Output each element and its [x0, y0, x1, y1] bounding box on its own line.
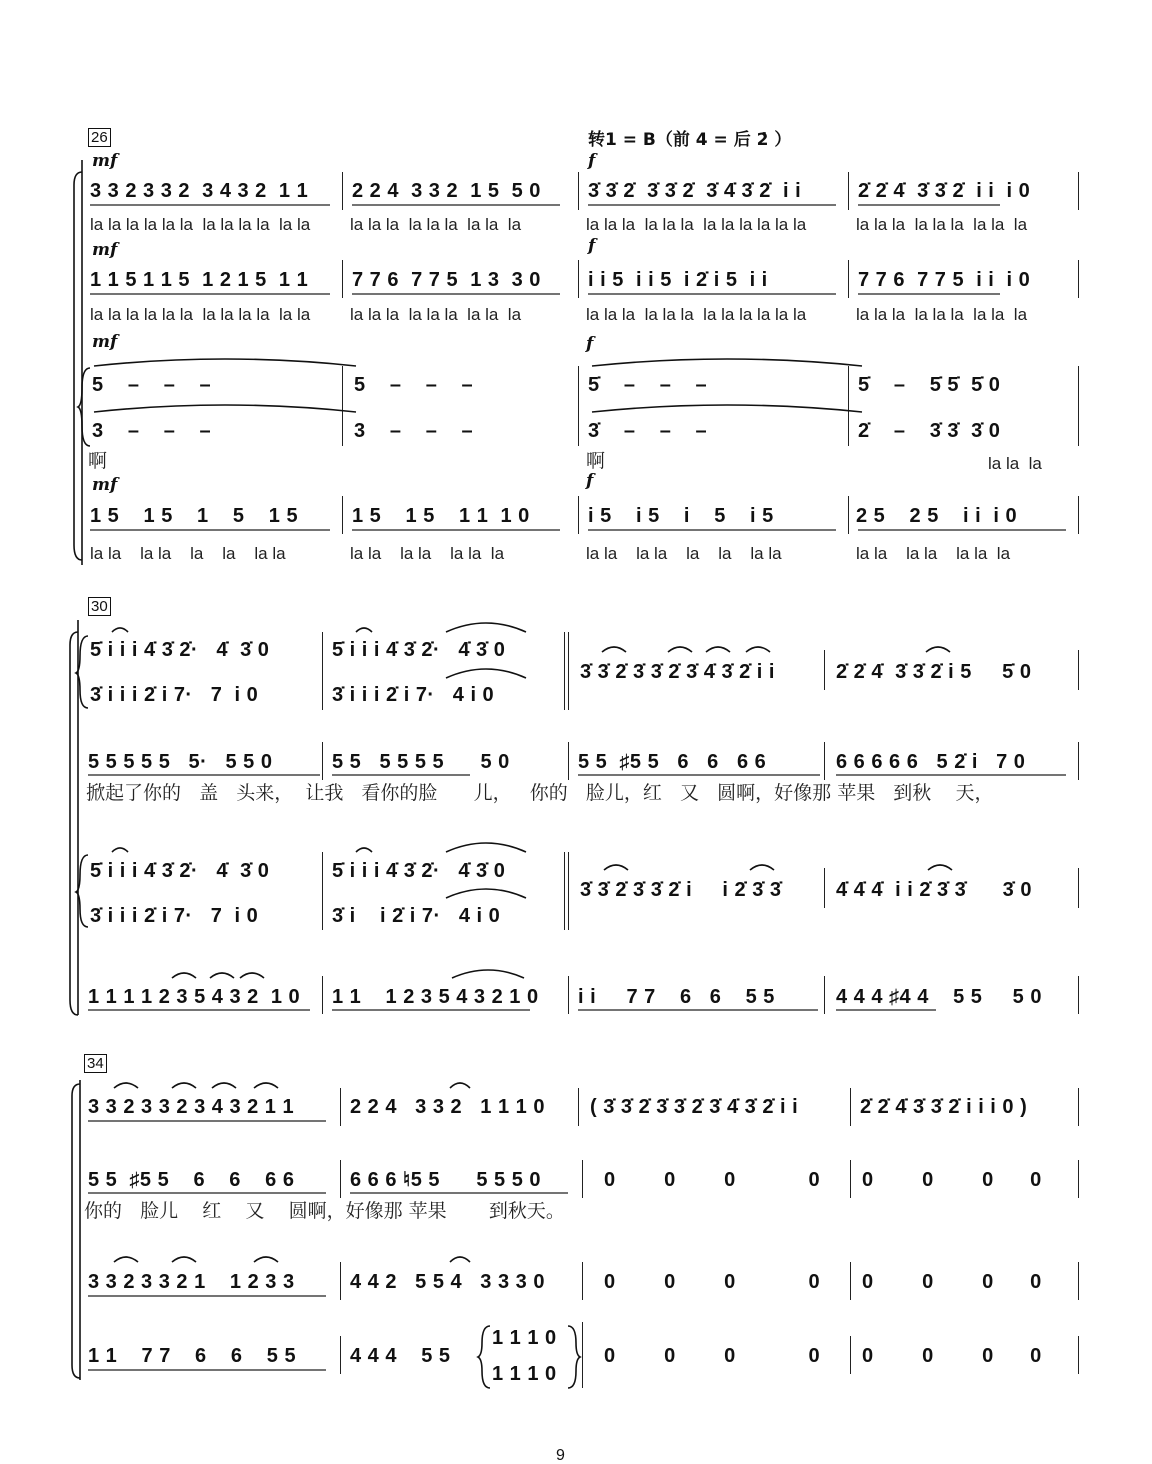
rests-measure: 0 0 0 0 — [862, 1345, 1042, 1367]
notes-measure: ( 3̇ 3̇ 2̇ 3̇ 3̇ 2̇ 3̇ 4̇ 3̇ 2̇ i i — [590, 1096, 799, 1118]
notes-measure: 4 4 4 5 5 — [350, 1345, 451, 1367]
lyrics: la la la la la la la — [350, 544, 505, 563]
lyrics: la la la la la la la la la la la la — [90, 215, 311, 234]
notes-measure: 3̇ – – – — [588, 420, 708, 442]
divisi-brace — [478, 1326, 490, 1388]
notes-measure: 2̇ 2̇ 4̇ 3̇ 3̇ 2̇ i 5 5̇ 0 — [836, 661, 1032, 683]
notes-measure: 3̇ i i i 2̇ i 7· 7 i 0 — [90, 684, 259, 706]
notes-measure: 5̇ i i i 4̇ 3̇ 2̇· 4̇ 3̇ 0 — [90, 860, 270, 882]
notes-measure: 1 1 1 0 — [492, 1363, 557, 1385]
notes-measure: 3̇ 3̇ 2̇ 3̇ 3̇ 2̇ i i 2̇ 3̇ 3̇ — [580, 879, 782, 901]
notes-measure: 4 4 4 ♯4 4 5 5 5 0 — [836, 986, 1042, 1008]
slur — [112, 848, 128, 852]
notes-measure: 3 3 2 3 3 2 3 4 3 2 1 1 — [88, 1096, 295, 1118]
dynamic-f: f — [588, 236, 596, 256]
lyrics: la la la — [988, 454, 1042, 473]
slur — [668, 647, 692, 652]
rests-measure: 0 0 0 0 — [862, 1271, 1042, 1293]
tie — [592, 359, 862, 366]
notes-measure: 3̇ 3̇ 2̇ 3̇ 3̇ 2̇ 3̇ 4̇ 3̇ 2̇ i i — [588, 180, 802, 202]
notes-measure: 1 1 1 2 3 5 4 3 2 1 0 — [332, 986, 539, 1008]
notes-measure: 2 2 4 3 3 2 1 5 5 0 — [352, 180, 541, 202]
tie — [94, 405, 356, 412]
lyrics: la la la la la la la la la — [350, 215, 522, 234]
notes-measure: 5̇ – – – — [588, 374, 708, 396]
dynamic-mf: mf — [92, 475, 118, 495]
notes-measure: 1 1 1 0 — [492, 1327, 557, 1349]
lyrics: la la la la la la la — [856, 544, 1011, 563]
notes-measure: 5̇ i i i 4̇ 3̇ 2̇· 4̇ 3̇ 0 — [332, 860, 506, 882]
notes-measure: 5 – – – — [354, 374, 474, 396]
notes-measure: 5̇ i i i 4̇ 3̇ 2̇· 4̇ 3̇ 0 — [332, 639, 506, 661]
slur — [240, 973, 264, 978]
notes-measure: 2 5 2 5 i i i 0 — [856, 505, 1018, 527]
notes-measure: 1 1 5 1 1 5 1 2 1 5 1 1 — [90, 269, 309, 291]
tie — [592, 405, 862, 412]
slur — [446, 623, 526, 632]
slur — [602, 647, 626, 652]
slur — [452, 970, 524, 978]
slur — [446, 843, 526, 852]
measure-number: 34 — [84, 1054, 107, 1073]
lyrics: 啊 — [586, 450, 606, 472]
lyrics: la la la la la la la la la — [350, 305, 522, 324]
notes-measure: 1 5 1 5 1 5 1 5 — [90, 505, 299, 527]
measure-number: 30 — [88, 597, 111, 616]
measure-number: 26 — [88, 128, 111, 147]
slur — [356, 628, 372, 632]
notes-measure: i i 7 7 6 6 5 5 — [578, 986, 775, 1008]
dynamic-f: f — [588, 151, 596, 171]
notes-measure: 6 6 6 6 6 5 2̇ i 7 0 — [836, 751, 1026, 773]
lyrics: la la la la la la la la la la la la — [90, 305, 311, 324]
system-bracket — [72, 1084, 80, 1378]
lyrics: la la la la la la la la la la la la — [586, 305, 807, 324]
system-bracket — [74, 172, 82, 560]
slur — [926, 647, 950, 652]
slur — [450, 1257, 470, 1262]
slur — [604, 865, 628, 870]
lyrics: la la la la la la la la — [586, 544, 782, 563]
slur — [114, 1257, 138, 1262]
tie — [94, 359, 356, 366]
slur — [172, 1083, 196, 1088]
slur — [254, 1083, 278, 1088]
notes-measure: 3 3 2 3 3 2 3 4 3 2 1 1 — [90, 180, 309, 202]
slur — [172, 1257, 196, 1262]
lyrics: la la la la la la la la la — [856, 215, 1028, 234]
lyrics: la la la la la la la la la la la la — [586, 215, 807, 234]
notes-measure: 4 4 2 5 5 4 3 3 3 0 — [350, 1271, 545, 1293]
dynamic-mf: mf — [92, 240, 118, 260]
notes-measure: 3 – – – — [354, 420, 474, 442]
slur — [706, 647, 730, 652]
notes-measure: 3̇ i i 2̇ i 7· 4 i 0 — [332, 905, 501, 927]
notes-measure: 3 3 2 3 3 2 1 1 2 3 3 — [88, 1271, 295, 1293]
slur — [928, 865, 952, 870]
notes-measure: 7 7 6 7 7 5 1 3 3 0 — [352, 269, 541, 291]
notes-measure: 5 5 5 5 5 5· 5 5 0 — [88, 751, 273, 773]
notes-measure: 2 2 4 3 3 2 1 1 1 0 — [350, 1096, 545, 1118]
slur — [254, 1257, 278, 1262]
notes-measure: i i 5 i i 5 i 2̇ i 5 i i — [588, 269, 768, 291]
rests-measure: 0 0 0 0 — [604, 1271, 821, 1293]
page-number: 9 — [556, 1447, 565, 1464]
slur — [446, 889, 526, 898]
slur — [212, 1083, 236, 1088]
slur — [210, 973, 234, 978]
notes-measure: 2̇ 2̇ 4̇ 3̇ 3̇ 2̇ i i i 0 — [858, 180, 1031, 202]
notes-measure: 7 7 6 7 7 5 i i i 0 — [858, 269, 1031, 291]
rests-measure: 0 0 0 0 — [862, 1169, 1042, 1191]
slur — [172, 973, 196, 978]
lyrics: la la la la la la la la — [90, 544, 286, 563]
slur — [450, 1083, 470, 1088]
lyrics: 掀起了你的 盖 头来， 让我 看你的脸 儿， 你的 脸儿，红 又 圆啊，好像那 苹果 到秋 天， — [86, 782, 994, 804]
notes-measure: 3̇ i i i 2̇ i 7· 4 i 0 — [332, 684, 495, 706]
rests-measure: 0 0 0 0 — [604, 1169, 821, 1191]
slur — [750, 865, 774, 870]
notes-measure: 1 5 1 5 1 1 1 0 — [352, 505, 530, 527]
dynamic-f: f — [586, 471, 594, 491]
slur — [356, 848, 372, 852]
slur — [112, 628, 128, 632]
divisi-brace — [78, 368, 90, 446]
slur — [114, 1083, 138, 1088]
notes-measure: i 5 i 5 i 5 i 5 — [588, 505, 774, 527]
notes-measure: 6 6 6 ♮5 5 5 5 5 0 — [350, 1169, 541, 1191]
dynamic-mf: mf — [92, 151, 118, 171]
lyrics: la la la la la la la la la — [856, 305, 1028, 324]
notes-measure: 1 1 1 1 2 3 5 4 3 2 1 0 — [88, 986, 301, 1008]
notes-measure: 5 5 5 5 5 5 5 0 — [332, 751, 510, 773]
notes-measure: 3̇ 3̇ 2̇ 3̇ 3̇ 2̇ 3̇ 4̇ 3̇ 2̇ i i — [580, 661, 775, 683]
dynamic-mf: mf — [92, 332, 118, 352]
notes-measure: 1 1 7 7 6 6 5 5 — [88, 1345, 297, 1367]
lyrics: 啊 — [88, 450, 108, 472]
rests-measure: 0 0 0 0 — [604, 1345, 821, 1367]
slur — [446, 669, 526, 678]
notes-measure: 3 – – – — [92, 420, 212, 442]
divisi-brace — [568, 1326, 580, 1388]
notes-measure: 5̇ – 5̇ 5̇ 5̇ 0 — [858, 374, 1001, 396]
notes-measure: 3̇ i i i 2̇ i 7· 7 i 0 — [90, 905, 259, 927]
notes-measure: 2̇ 2̇ 4̇ 3̇ 3̇ 2̇ i i i 0 ) — [860, 1096, 1028, 1118]
notes-measure: 4̇ 4̇ 4̇ i i 2̇ 3̇ 3̇ 3̇ 0 — [836, 879, 1032, 901]
notes-measure: 5̇ i i i 4̇ 3̇ 2̇· 4̇ 3̇ 0 — [90, 639, 270, 661]
notes-measure: 5 5 ♯5 5 6 6 6 6 — [578, 751, 767, 773]
notes-measure: 2̇ – 3̇ 3̇ 3̇ 0 — [858, 420, 1001, 442]
notes-measure: 5 5 ♯5 5 6 6 6 6 — [88, 1169, 295, 1191]
slur — [746, 647, 770, 652]
dynamic-f: f — [586, 334, 594, 354]
key-change-marking: 转1 = B（前 4 = 后 2̇ ） — [588, 130, 792, 150]
lyrics: 你的 脸儿 红 又 圆啊，好像那 苹果 到秋天。 — [84, 1200, 565, 1222]
system-bracket — [70, 632, 78, 1015]
notes-measure: 5 – – – — [92, 374, 212, 396]
